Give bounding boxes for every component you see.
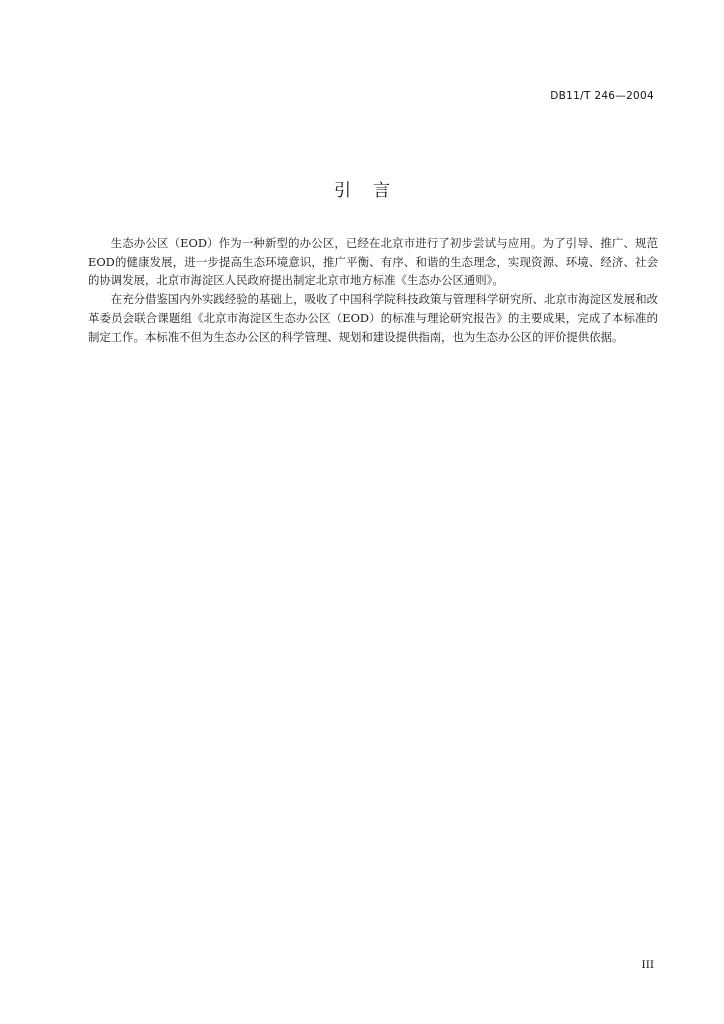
page-number: III bbox=[641, 959, 654, 971]
paragraph-1: 生态办公区（EOD）作为一种新型的办公区，已经在北京市进行了初步尝试与应用。为了引导、推广、规范EOD的健康发展，进一步提高生态环境意识，推广平衡、有序、和谐的生态理念，实现资源、环境、经济、社会的协调发展，北京市海淀区人民政府提出制定北京市地方标准《生态办公区通则》。 bbox=[88, 236, 658, 288]
document-code: DB11/T 246—2004 bbox=[550, 90, 654, 102]
paragraph-2: 在充分借鉴国内外实践经验的基础上，吸收了中国科学院科技政策与管理科学研究所、北京市海淀区发展和改革委员会联合课题组《北京市海淀区生态办公区（EOD）的标准与理论研究报告》的主要成果，完成了本标准的制定工作。本标准不但为生态办公区的科学管理、规划和建设提供指南，也为生态办公区的评价提供依据。 bbox=[88, 292, 658, 344]
body-text bbox=[88, 234, 658, 346]
section-title: 引言 bbox=[334, 181, 412, 201]
